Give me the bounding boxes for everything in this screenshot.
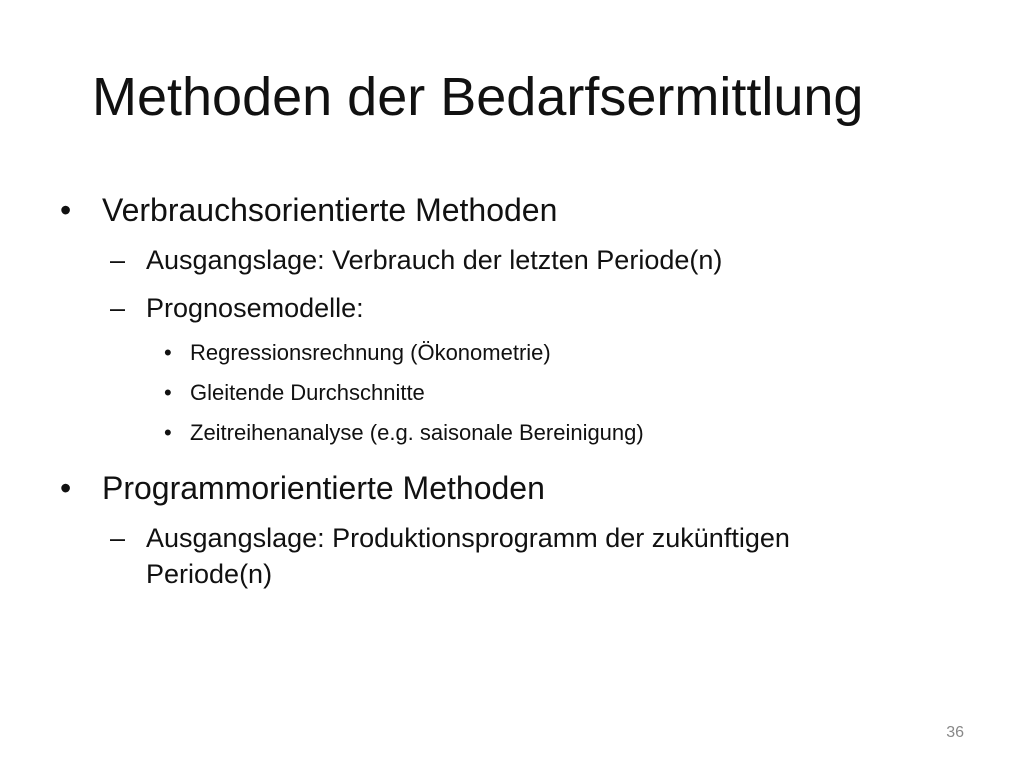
sub-bullet-item (60, 242, 960, 278)
dash-marker: – (110, 293, 126, 323)
bullet-marker: • (60, 192, 72, 228)
bullet-marker: • (164, 420, 172, 445)
bullet-marker: • (164, 340, 172, 365)
slide-body (60, 188, 960, 604)
sub-bullet-item (60, 290, 960, 326)
bullet-item (60, 466, 960, 510)
sub-bullet-item (60, 520, 906, 592)
sub-sub-bullet-item (60, 378, 960, 408)
slide-title: Methoden der Bedarfsermittlung (92, 67, 864, 127)
sub-sub-bullet-text: Gleitende Durchschnitte (190, 380, 425, 405)
sub-sub-bullet-item (60, 338, 960, 368)
bullet-marker: • (164, 380, 172, 405)
sub-bullet-text: Ausgangslage: Produktionsprogramm der zukünftigen Periode(n) (146, 523, 790, 589)
sub-bullet-text: Ausgangslage: Verbrauch der letzten Periode(n) (146, 245, 723, 275)
bullet-marker: • (60, 470, 72, 506)
sub-sub-bullet-text: Regressionsrechnung (Ökonometrie) (190, 340, 551, 365)
sub-bullet-text: Prognosemodelle: (146, 293, 364, 323)
dash-marker: – (110, 245, 126, 275)
page-number: 36 (946, 724, 964, 741)
bullet-text: Programmorientierte Methoden (102, 470, 545, 506)
bullet-item (60, 188, 960, 232)
sub-sub-bullet-item (60, 418, 960, 448)
dash-marker: – (110, 523, 126, 553)
sub-sub-bullet-text: Zeitreihenanalyse (e.g. saisonale Bereinigung) (190, 420, 644, 445)
bullet-text: Verbrauchsorientierte Methoden (102, 192, 558, 228)
